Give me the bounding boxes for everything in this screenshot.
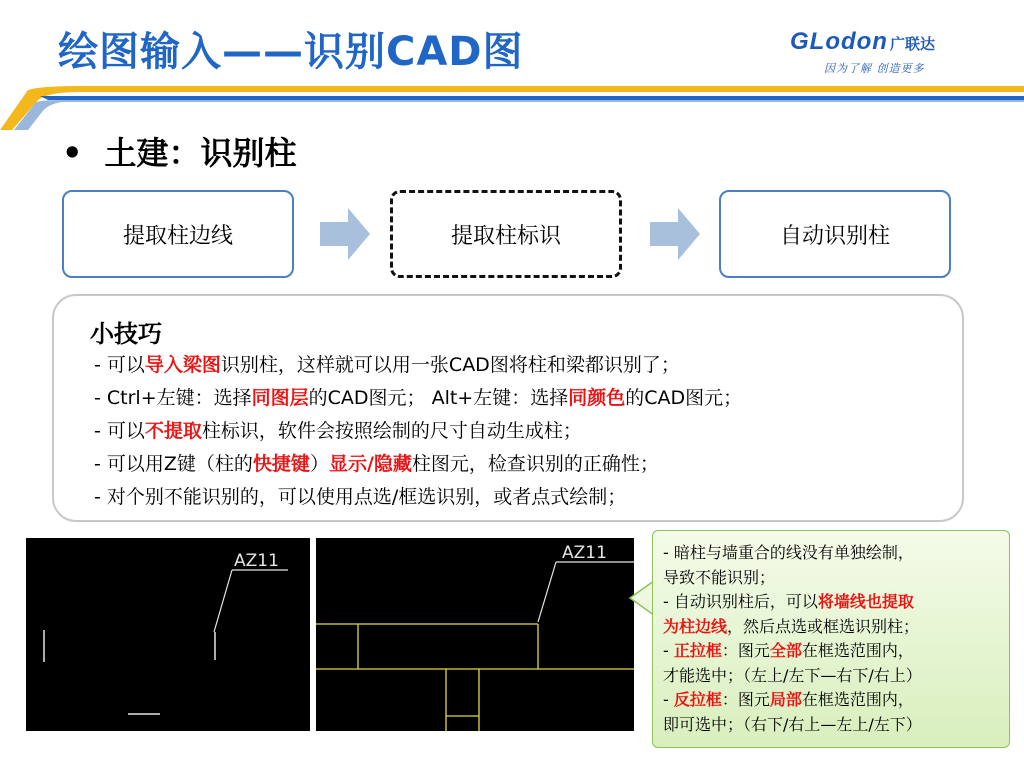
highlight-text: 同图层 (251, 387, 309, 409)
tips-heading: 小技巧 (90, 320, 162, 348)
highlight-text: 局部 (769, 690, 802, 709)
note-line (663, 713, 1001, 738)
text-segment: ：图元 (721, 641, 770, 660)
logo-brand: GLodon (790, 28, 888, 55)
highlight-text: 全部 (769, 641, 802, 660)
glodon-logo (790, 28, 990, 76)
highlight-text: 同颜色 (568, 387, 626, 409)
text-segment: 柱标识，软件会按照绘制的尺寸自动生成柱； (201, 420, 582, 442)
text-segment: ，然后点选或框选识别柱； (727, 616, 920, 636)
text-segment: ：图元 (721, 690, 770, 709)
text-segment: - 可以 (94, 354, 145, 376)
note-line (663, 541, 1001, 566)
step-extract-column-edge: 提取柱边线 (62, 190, 294, 278)
text-segment: 在框选范围内， (801, 690, 914, 709)
highlight-text: 正拉框 (673, 641, 722, 660)
text-segment: - 对个别不能识别的，可以使用点选/框选识别，或者点式绘制； (94, 486, 627, 508)
tips-line (94, 416, 582, 443)
text-segment: - (663, 690, 674, 709)
text-segment: 才能选中；（左上/左下—右下/右上） (663, 665, 922, 685)
text-segment: 即可选中；（右下/右上—左上/左下） (663, 714, 922, 734)
text-segment: - (663, 641, 674, 660)
cad-drawing-right (316, 538, 634, 731)
cad-label-left: AZ11 (234, 551, 279, 571)
highlight-text: 将墙线也提取 (817, 592, 914, 611)
highlight-text: 为柱边线 (663, 616, 728, 636)
text-segment: ） (309, 453, 329, 475)
text-segment: 柱图元，检查识别的正确性； (411, 453, 659, 475)
section-heading-text: 土建：识别柱 (104, 134, 297, 172)
text-segment: - 可以 (94, 420, 145, 442)
tips-box (52, 294, 964, 522)
note-line (663, 639, 1001, 664)
callout-note (652, 530, 1010, 748)
highlight-text: 不提取 (144, 420, 202, 442)
note-line (663, 664, 1001, 689)
text-segment: - 可以用Z键（柱的 (94, 453, 253, 475)
header-swoosh (0, 86, 1024, 130)
note-line (663, 590, 1001, 615)
tips-line (94, 482, 626, 509)
section-heading (62, 128, 296, 174)
cad-drawing-left (26, 538, 310, 731)
step-auto-identify-column: 自动识别柱 (719, 190, 951, 278)
text-segment: 识别柱，这样就可以用一张CAD图将柱和梁都识别了； (220, 354, 680, 376)
note-line (663, 688, 1001, 713)
text-segment: - 自动识别柱后，可以 (663, 592, 818, 611)
tips-line (94, 350, 680, 377)
highlight-text: 反拉框 (673, 690, 722, 709)
logo-brand-cn: 广联达 (889, 35, 935, 53)
text-segment: 的CAD图元； Alt+左键：选择 (308, 387, 569, 409)
page-title: 绘图输入——识别CAD图 (58, 29, 524, 75)
highlight-text: 快捷键 (252, 453, 310, 475)
text-segment: - 暗柱与墙重合的线没有单独绘制， (663, 543, 914, 562)
text-segment: 导致不能识别； (663, 567, 776, 587)
arrow-right-icon (320, 208, 370, 260)
highlight-text: 导入梁图 (144, 354, 221, 376)
text-segment: - Ctrl+左键：选择 (94, 387, 252, 409)
tips-line (94, 449, 659, 476)
cad-label-right: AZ11 (562, 543, 607, 563)
note-line (663, 566, 1001, 591)
tips-line (94, 383, 742, 410)
note-line (663, 615, 1001, 640)
logo-slogan: 因为了解 创造更多 (824, 62, 925, 75)
highlight-text: 显示/隐藏 (328, 453, 412, 475)
arrow-right-icon (650, 208, 700, 260)
step-extract-column-label: 提取柱标识 (390, 190, 622, 278)
text-segment: 在框选范围内， (801, 641, 914, 660)
text-segment: 的CAD图元； (625, 387, 743, 409)
bullet: • (62, 134, 83, 172)
